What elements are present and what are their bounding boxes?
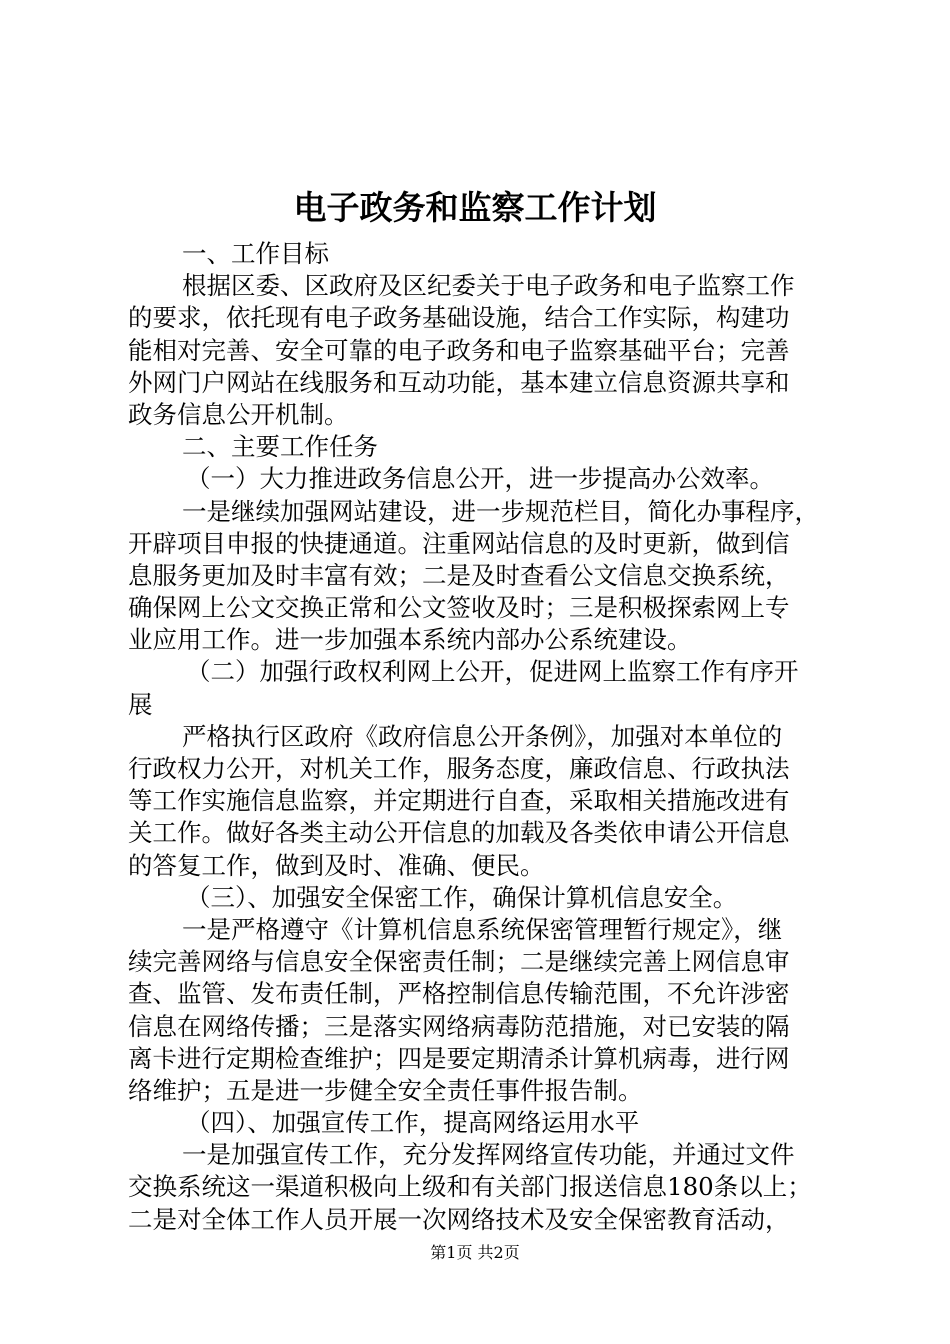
section-heading: 二、主要工作任务: [182, 432, 378, 462]
paragraph-line: 的要求，依托现有电子政务基础设施，结合工作实际，构建功: [128, 303, 790, 333]
subsection-heading: （二）加强行政权利网上公开，促进网上监察工作有序开: [186, 657, 799, 687]
page-footer: 第1页 共2页: [430, 1243, 520, 1262]
subsection-heading: （三）、加强安全保密工作，确保计算机信息安全。: [186, 882, 738, 912]
subsection-heading-cont: 展: [128, 689, 153, 719]
paragraph-line: 一是严格遵守《计算机信息系统保密管理暂行规定》，继: [182, 914, 783, 944]
paragraph-line: 一是继续加强网站建设，进一步规范栏目，简化办事程序，: [182, 496, 819, 526]
paragraph-line: 离卡进行定期检查维护；四是要定期清杀计算机病毒，进行网: [128, 1043, 790, 1073]
paragraph-line: 能相对完善、安全可靠的电子政务和电子监察基础平台；完善: [128, 335, 790, 365]
document-body: [128, 238, 830, 1236]
paragraph-line: 严格执行区政府《政府信息公开条例》，加强对本单位的: [182, 721, 783, 751]
subsection-heading: （四）、加强宣传工作，提高网络运用水平: [186, 1108, 640, 1138]
paragraph-line: 息服务更加及时丰富有效；二是及时查看公文信息交换系统，: [128, 560, 790, 590]
paragraph-line: 根据区委、区政府及区纪委关于电子政务和电子监察工作: [182, 271, 795, 301]
paragraph-line: 二是对全体工作人员开展一次网络技术及安全保密教育活动，: [128, 1204, 790, 1234]
paragraph-line: 信息在网络传播；三是落实网络病毒防范措施，对已安装的隔: [128, 1011, 790, 1041]
paragraph-line: 交换系统这一渠道积极向上级和有关部门报送信息180条以上；: [128, 1172, 812, 1202]
paragraph-line: 行政权力公开，对机关工作，服务态度，廉政信息、行政执法: [128, 754, 790, 783]
paragraph-line: 一是加强宣传工作，充分发挥网络宣传功能，并通过文件: [182, 1140, 795, 1170]
paragraph-line: 业应用工作。进一步加强本系统内部办公系统建设。: [128, 625, 692, 655]
paragraph-line: 查、监管、发布责任制，严格控制信息传输范围，不允许涉密: [128, 979, 790, 1009]
paragraph-line: 确保网上公文交换正常和公文签收及时；三是积极探索网上专: [128, 593, 790, 623]
document-title: 电子政务和监察工作计划: [293, 188, 657, 227]
paragraph-line: 的答复工作，做到及时、准确、便民。: [128, 850, 545, 880]
paragraph-line: 开辟项目申报的快捷通道。注重网站信息的及时更新，做到信: [128, 528, 790, 558]
paragraph-line: 关工作。做好各类主动公开信息的加载及各类依申请公开信息: [128, 818, 790, 848]
paragraph-line: 政务信息公开机制。: [128, 399, 349, 429]
paragraph-line: 续完善网络与信息安全保密责任制；二是继续完善上网信息审: [128, 947, 790, 977]
paragraph-line: 等工作实施信息监察，并定期进行自查，采取相关措施改进有: [128, 786, 790, 816]
paragraph-line: 外网门户网站在线服务和互动功能，基本建立信息资源共享和: [128, 367, 790, 397]
paragraph-line: 络维护；五是进一步健全安全责任事件报告制。: [128, 1075, 643, 1105]
subsection-heading: （一）大力推进政务信息公开，进一步提高办公效率。: [186, 464, 774, 494]
section-heading: 一、工作目标: [182, 239, 329, 268]
